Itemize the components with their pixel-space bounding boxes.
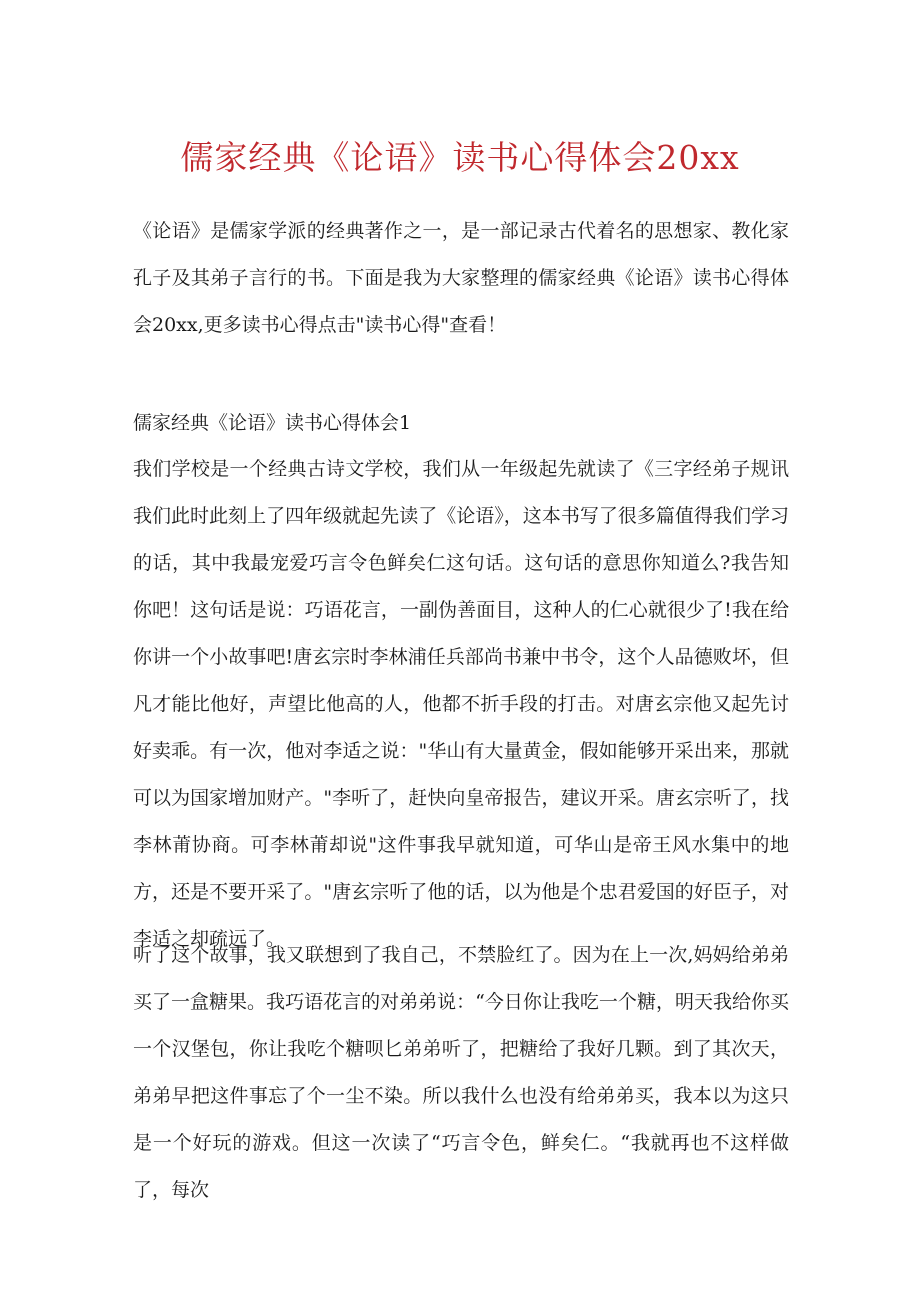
section-heading: 儒家经典《论语》读书心得体会1 [133,412,412,434]
body-paragraph-2: 听了这个故事，我又联想到了我自己，不禁脸红了。因为在上一次,妈妈给弟弟买了一盒糖果。我巧语花言的对弟弟说：“今日你让我吃一个糖，明天我给你买一个汉堡包，你让我吃个糖呗匕弟弟听了，把糖给了我好几颗。到了其次天，弟弟早把这件事忘了个一尘不染。所以我什么也没有给弟弟买，我本以为这只是一个好玩的游戏。但这一次读了“巧言令色，鲜矣仁。“我就再也不这样做了，每次 [133,944,789,1201]
body-paragraph-1: 我们学校是一个经典古诗文学校，我们从一年级起先就读了《三字经弟子规讯我们此时此刻上了四年级就起先读了《论语》，这本书写了很多篇值得我们学习的话，其中我最宠爱巧言令色鲜矣仁这句话。这句话的意思你知道么?我告知你吧！这句话是说：巧语花言，一副伪善面目，这种人的仁心就很少了!我在给你讲一个小故事吧!唐玄宗时李林浦任兵部尚书兼中书令，这个人品德败坏，但凡才能比他好，声望比他高的人，他都不折手段的打击。对唐玄宗他又起先讨好卖乖。有一次，他对李适之说："华山有大量黄金，假如能够开采出来，那就可以为国家增加财产。"李听了，赶快向皇帝报告，建议开采。唐玄宗听了，找李林莆协商。可李林莆却说"这件事我早就知道，可华山是帝王风水集中的地方，还是不要开采了。"唐玄宗听了他的话，以为他是个忠君爱国的好臣子，对李适之却疏远了。 [133,458,789,950]
intro-paragraph: 《论语》是儒家学派的经典著作之一，是一部记录古代着名的思想家、教化家孔子及其弟子言行的书。下面是我为大家整理的儒家经典《论语》读书心得体会20xx,更多读书心得点击"读书心得"查看！ [133,220,789,336]
document-title: 儒家经典《论语》读书心得体会20xx [180,138,740,177]
